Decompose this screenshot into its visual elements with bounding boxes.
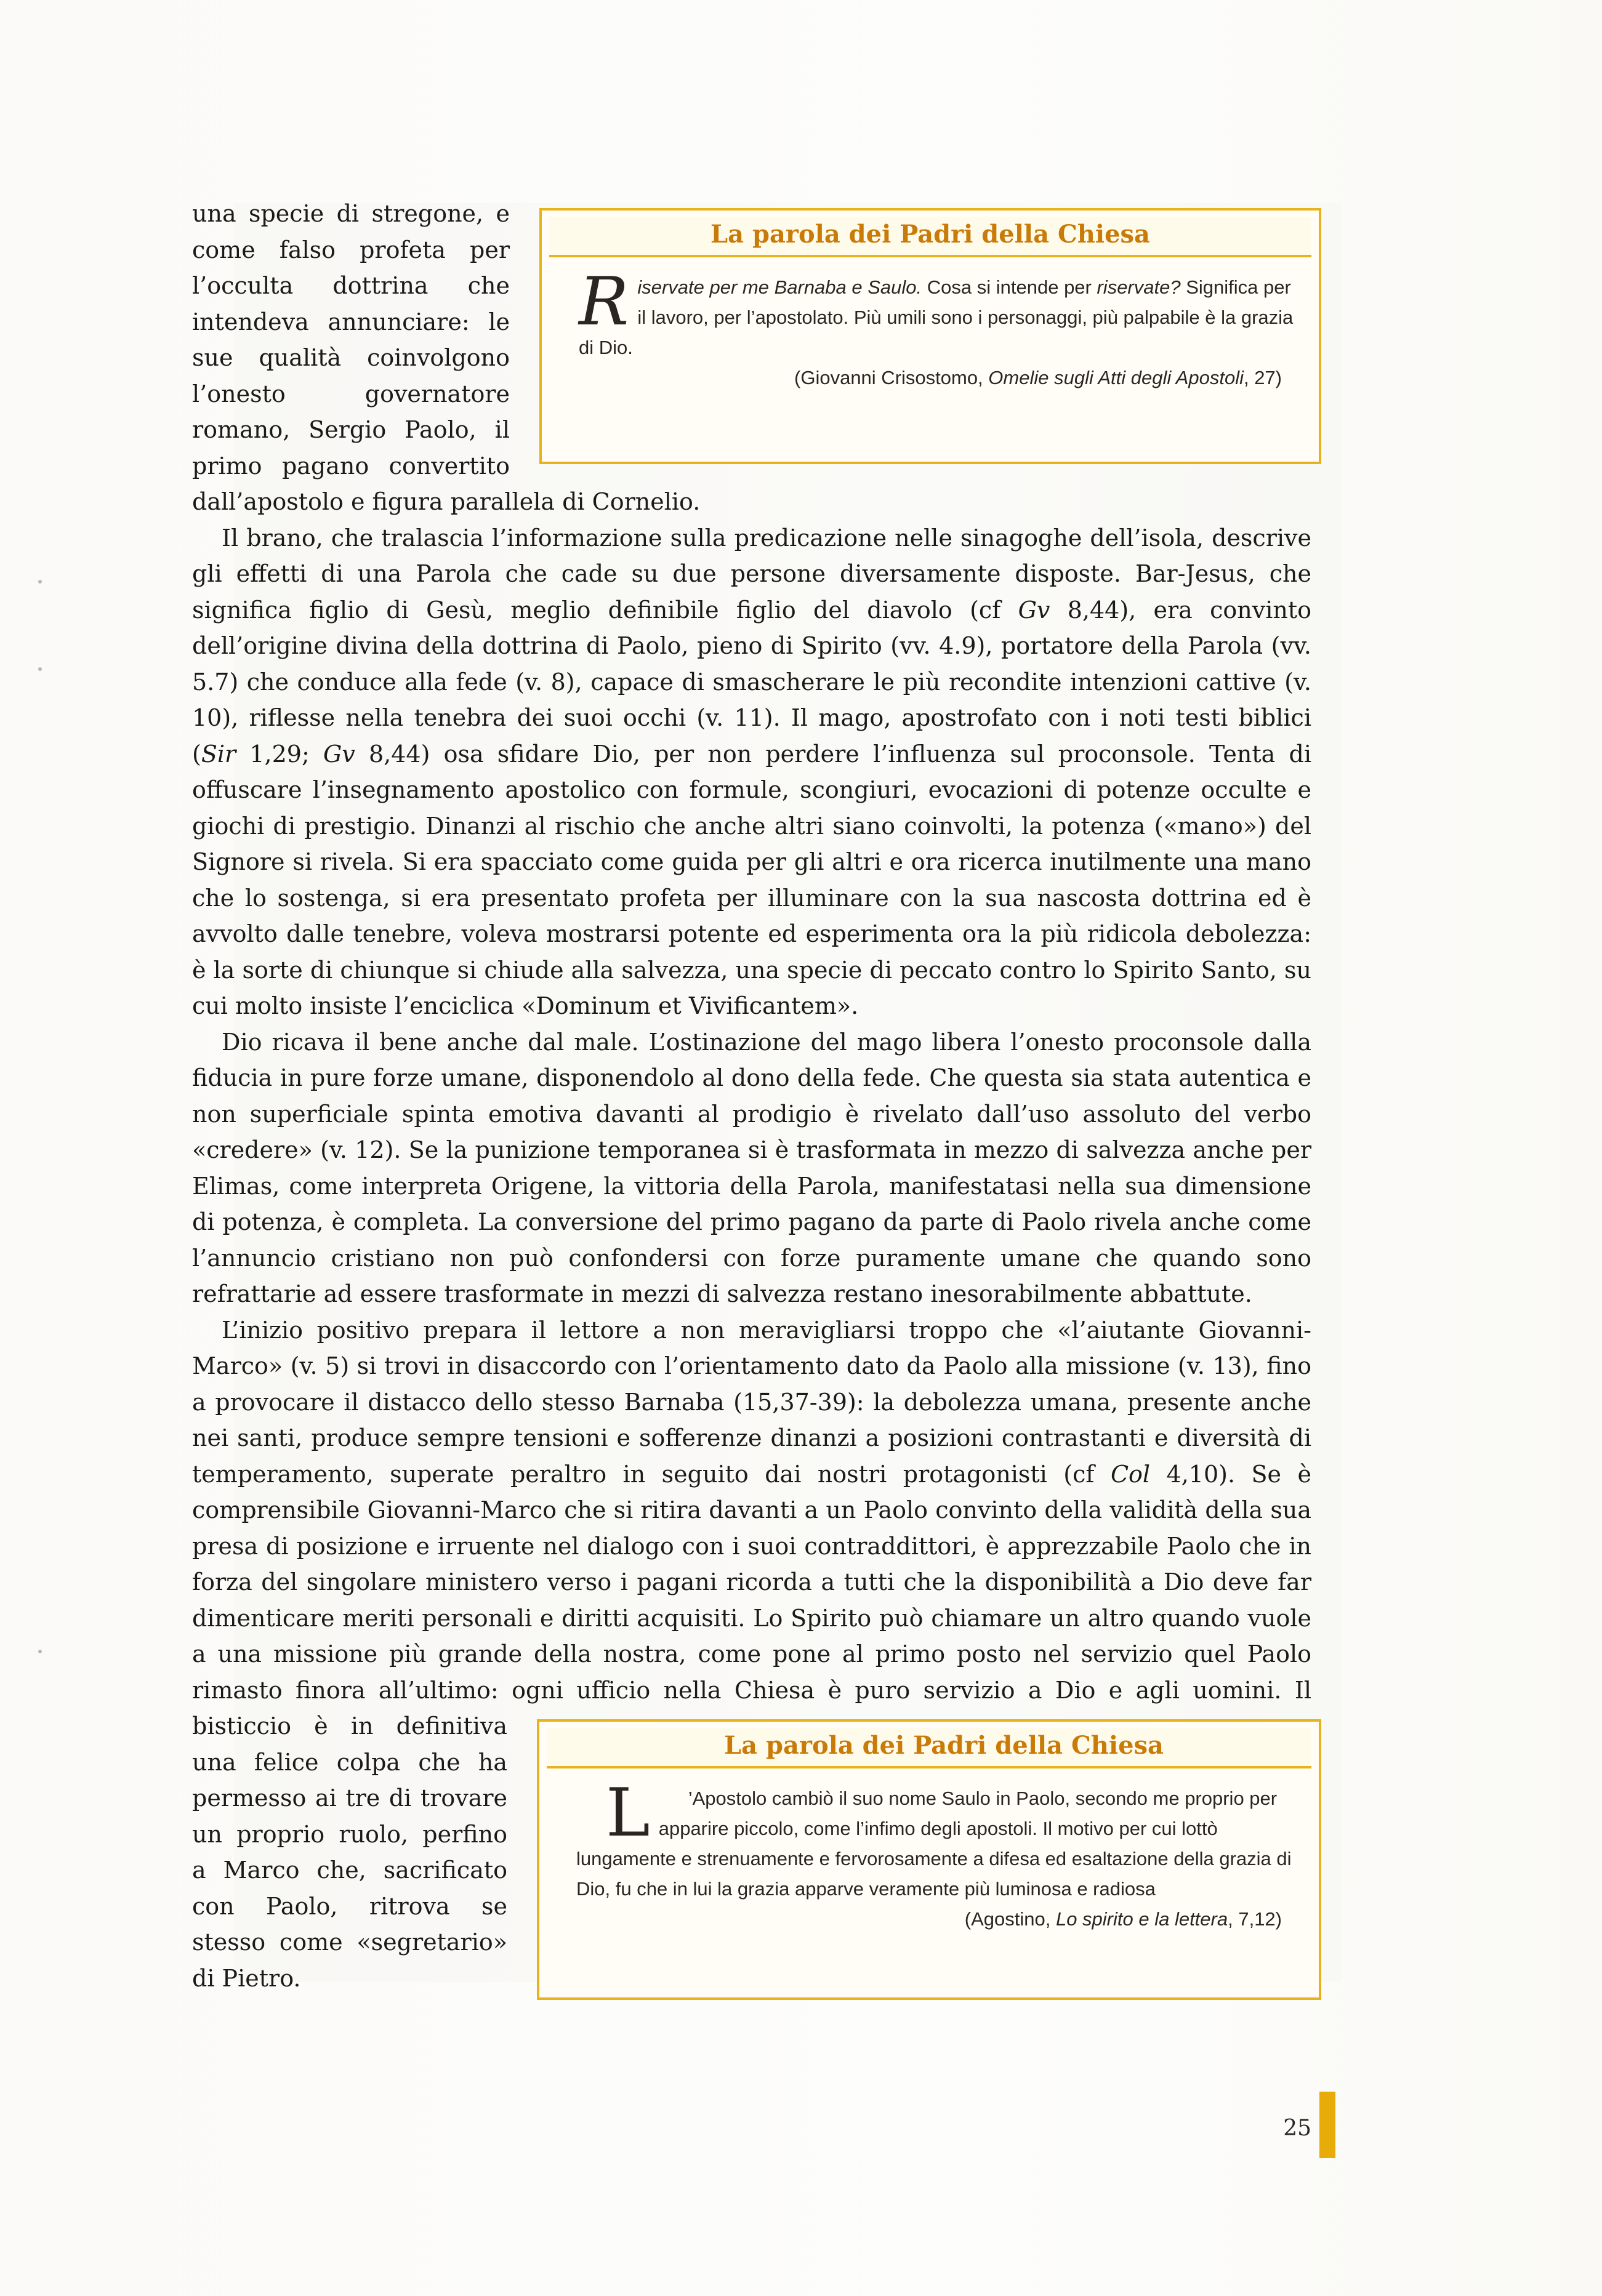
citation-author: (Agostino, — [964, 1908, 1056, 1930]
citation-ref: , 7,12) — [1228, 1908, 1282, 1930]
text-run: Il brano, che tralascia l’informazione sulla predicazione nelle sinagoghe dell’isola, descrive gli effetti di una Parola che cade su due persone diversamente disposte. Bar-Jesus, che significa figlio di Gesù, meglio definibile figlio del diavolo (cf — [192, 524, 1311, 624]
margin-speck — [38, 1650, 42, 1653]
margin-speck — [38, 580, 42, 584]
citation-work: Lo spirito e la lettera — [1055, 1908, 1228, 1930]
paragraph-4 — [192, 1312, 1311, 1997]
quote-text: ’Apostolo cambiò il suo nome Saulo in Paolo, secondo me proprio per apparire piccolo, come l’infimo degli apostoli. Il motivo per cui lottò lungamente e strenuamente e fervorosamente a difesa ed esaltazione della grazia di Dio, fu che in lui la grazia apparve veramente più luminosa e radiosa — [576, 1788, 1292, 1900]
box-body — [539, 1768, 1319, 1934]
paragraph-1: una specie di stregone, e come falso profeta per l’occulta dottrina che intendeva annunciare: le sue qualità coinvolgono l’onesto governatore romano, Sergio Paolo, il primo pagano convertito dall’apostolo e figura parallela di Cornelio. — [192, 200, 701, 515]
box-title: La parola dei Padri della Chiesa — [547, 1728, 1311, 1768]
text-run: L’inizio positivo prepara il lettore a non meravigliarsi troppo che «l’aiutante Giovanni-Marco» (v. 5) si trovi in disaccordo con l’orientamento dato da Paolo alla missione (v. 13), fino a provocare il distacco dello stesso Barnaba (15,37-39): la debolezza umana, presente anche nei santi, produce sempre tensioni e sofferenze dinanzi a posizioni contrastanti e diversità di temperamento, superate peraltro in seguito dai nostri protagonisti (cf — [192, 1316, 1311, 1488]
page-number: 25 — [1283, 2116, 1311, 2141]
citation-work: Omelie sugli Atti degli Apostoli — [988, 367, 1244, 388]
page-number-accent-bar — [1319, 2092, 1335, 2158]
bible-ref: Gv — [1018, 596, 1050, 624]
box-title: La parola dei Padri della Chiesa — [549, 217, 1311, 257]
fathers-quote-box-top — [539, 208, 1321, 464]
dropcap: R — [579, 263, 629, 340]
quote-italic: riservate? — [1097, 276, 1181, 298]
citation — [576, 1904, 1294, 1934]
fathers-quote-box-bottom — [537, 1719, 1321, 2000]
article-text — [192, 196, 1311, 2005]
text-run: 8,44), era convinto dell’origine divina della dottrina di Paolo, pieno di Spirito (vv. 4.9), portatore della Parola (vv. 5.7) che conduce alla fede (v. 8), capace di smascherare le più recondite intenzioni cattive (v. 10), riflesse nella tenebra dei suoi occhi (v. 11). Il mago, apostrofato con i noti testi biblici ( — [192, 596, 1312, 768]
citation-ref: , 27) — [1243, 367, 1282, 388]
text-run: 8,44) osa sfidare Dio, per non perdere l’influenza sul proconsole. Tenta di offuscare l’insegnamento apostolico con formule, scongiuri, evocazioni di potenze occulte e giochi di prestigio. Dinanzi al rischio che anche altri siano coinvolti, la potenza («mano») del Signore si rivela. Si era spacciato come guida per gli altri e ora ricerca inutilmente una mano che lo sostenga, si era presentato profeta per illuminare con la sua nascosta dottrina ed è avvolto dalle tenebre, voleva mostrarsi potente ed esperimenta ora la più ridicola debolezza: è la sorte di chiunque si chiude alla salvezza, una specie di peccato contro lo Spirito Santo, su cui molto insiste l’enciclica «Dominum et Vivificantem». — [192, 740, 1311, 1019]
margin-speck — [38, 667, 42, 671]
bible-ref: Col — [1110, 1460, 1151, 1488]
paragraph-2 — [192, 520, 1311, 1024]
quote-text: Significa per il lavoro, per l’apostolato. Più umili sono i personaggi, più palpabile è la grazia di Dio. — [579, 276, 1294, 358]
paragraph-3: Dio ricava il bene anche dal male. L’ostinazione del mago libera l’onesto proconsole dalla fiducia in pure forze umane, disponendolo al dono della fede. Che questa sia stata autentica e non superficiale spinta emotiva davanti al prodigio è rivelato dall’uso assoluto del verbo «credere» (v. 12). Se la punizione temporanea si è trasformata in mezzo di salvezza anche per Elimas, come interpreta Origene, la vittoria della Parola, manifestatasi nella sua dimensione di potenza, è completa. La conversione del primo pagano da parte di Paolo rivela anche come l’annuncio cristiano non può confondersi con forze puramente umane che quando sono refrattarie ad essere trasformate in mezzi di salvezza restano inesorabilmente abbattute. — [192, 1028, 1311, 1307]
text-run: 1,29; — [236, 740, 323, 768]
quote-italic: iservate per me Barnaba e Saulo. — [637, 276, 922, 298]
text-run: e agli uomini. Il bisticcio è in definitiva una felice colpa che ha permesso ai tre di trovare un proprio ruolo, perfino a Marco che, sacrificato con Paolo, ritrova se stesso come «segretario» di Pietro. — [192, 1676, 1311, 1992]
bible-ref: Gv — [323, 740, 355, 768]
box-body — [542, 257, 1319, 393]
quote-text: Cosa si intende per — [922, 276, 1097, 298]
dropcap: L — [606, 1775, 650, 1852]
text-run: 4,10). Se è comprensibile Giovanni-Marco che si ritira davanti a un Paolo convinto della validità della sua presa di posizione e irruente nel dialogo con i suoi contraddittori, è apprezzabile Paolo che in forza del singolare ministero verso i pagani ricorda a tutti che la disponibilità a Dio deve far dimenticare meriti personali e diritti acquisiti. Lo Spirito può chiamare un altro quando vuole a una missione più grande della nostra, come pone al primo posto nel servizio quel Paolo rimasto finora all’ultimo: ogni ufficio nella Chiesa è puro servizio a Dio — [192, 1460, 1312, 1704]
citation — [579, 363, 1294, 393]
bible-ref: Sir — [201, 740, 236, 768]
citation-author: (Giovanni Crisostomo, — [794, 367, 989, 388]
